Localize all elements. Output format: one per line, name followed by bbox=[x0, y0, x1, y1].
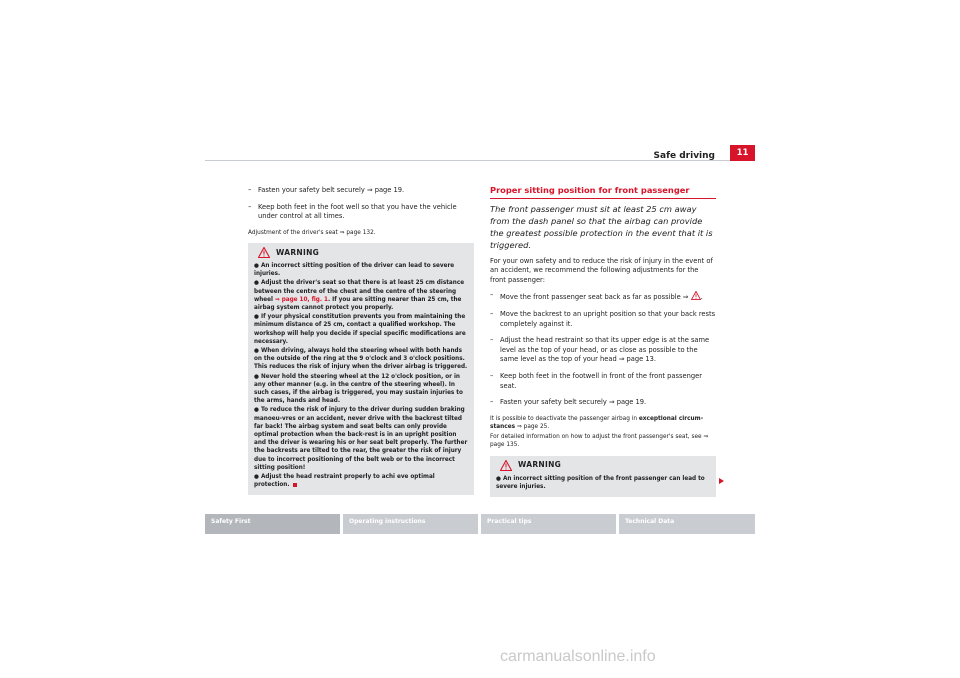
warning-triangle-icon bbox=[500, 460, 512, 471]
continue-arrow-icon bbox=[719, 478, 724, 484]
step-dash: – bbox=[490, 309, 494, 318]
right-step bbox=[490, 398, 716, 408]
warning-header bbox=[258, 247, 468, 258]
right-step bbox=[490, 372, 716, 391]
page-link[interactable]: ⇒ page 10, fig. 1 bbox=[274, 296, 328, 303]
step-text: Fasten your safety belt securely ⇒ page 19. bbox=[500, 398, 647, 407]
footer-tab-operating-instructions[interactable]: Operating instructions bbox=[343, 514, 478, 534]
step-dash: – bbox=[490, 398, 494, 407]
seat-adjust-note: Adjustment of the driver's seat ⇒ page 132. bbox=[248, 229, 376, 236]
warning-header bbox=[500, 460, 710, 471]
step-text: Move the backrest to an upright position so that your back rests completely against it. bbox=[500, 309, 716, 328]
intro-paragraph: For your own safety and to reduce the risk of injury in the event of an accident, we recommend the following adjustments for the front passenger: bbox=[490, 256, 713, 284]
left-column bbox=[248, 186, 474, 495]
left-step bbox=[248, 203, 474, 222]
step-dash: – bbox=[490, 291, 494, 300]
section-end-marker bbox=[293, 483, 297, 487]
warning-label: WARNING bbox=[276, 247, 320, 257]
step-text: Move the front passenger seat back as far as possible ⇒ bbox=[500, 293, 689, 302]
right-step bbox=[490, 310, 716, 329]
right-step: – Move the front passenger seat back as far as possible ⇒ . bbox=[490, 291, 703, 302]
warning-triangle-icon bbox=[258, 247, 270, 258]
section-title-rule bbox=[490, 198, 716, 199]
warning-item: ● When driving, always hold the steering wheel with both hands on the outside of the ring at the 9 o'clock and 3 o'clock positions. This reduces the risk of injury when the driver airbag is triggered. bbox=[254, 348, 468, 371]
warning-item: ● An incorrect sitting position of the front passenger can lead to severe injuries. bbox=[496, 475, 705, 490]
warning-item: ● Adjust the head restraint properly to achi eve optimal protection. bbox=[254, 474, 435, 489]
footer-tab-safety-first[interactable]: Safety First bbox=[205, 514, 340, 534]
warning-item: ● If your physical constitution prevents you from maintaining the minimum distance of 25 cm, contact a qualified workshop. The workshop will help you decide if special specific modifications are necessary. bbox=[254, 314, 466, 345]
warning-item: ● Adjust the driver's seat so that there is at least 25 cm distance between the centre of the chest and the centre of the steering wheel ⇒ page 10, fig. 1. If you are sitting nearer than 25 cm, the airbag system cannot protect you properly. bbox=[254, 280, 465, 311]
step-text: Keep both feet in the foot well so that you have the vehicle under control at all times. bbox=[258, 202, 457, 221]
warning-triangle-icon bbox=[691, 291, 701, 300]
right-step bbox=[490, 336, 716, 365]
footer-tab-practical-tips[interactable]: Practical tips bbox=[481, 514, 616, 534]
passenger-seat-note: For detailed information on how to adjust the front passenger's seat, see ⇒ page 135. bbox=[490, 434, 709, 449]
step-text: Keep both feet in the footwell in front of the front passenger seat. bbox=[500, 371, 702, 390]
page-number: 11 bbox=[730, 145, 755, 161]
section-title: Proper sitting position for front passenger bbox=[490, 185, 690, 195]
section-intro: The front passenger must sit at least 25 cm away from the dash panel so that the airbag can provide the greatest possible protection in the event that it is triggered. bbox=[490, 203, 713, 250]
warning-label: WARNING bbox=[518, 460, 562, 470]
driver-warning-box bbox=[248, 243, 474, 495]
step-text: Fasten your safety belt securely ⇒ page 19. bbox=[258, 186, 405, 194]
passenger-warning-box bbox=[490, 456, 716, 497]
warning-item: ● Never hold the steering wheel at the 12 o'clock position, or in any other manner (e.g. in the centre of the steering wheel). In such cases, if the airbag is triggered, you may sustain injuries to the arms, hands and head. bbox=[254, 373, 463, 405]
step-text: Adjust the head restraint so that its upper edge is at the same level as the top of your head, or as close as possible to the same level as the top of your head ⇒ page 13. bbox=[500, 336, 710, 364]
step-dash: – bbox=[248, 202, 252, 211]
footer-tab-technical-data[interactable]: Technical Data bbox=[619, 514, 755, 534]
right-column bbox=[490, 186, 716, 497]
warning-item: ● An incorrect sitting position of the driver can lead to severe injuries. bbox=[254, 262, 455, 278]
left-step bbox=[248, 186, 474, 196]
step-dash: – bbox=[490, 336, 494, 345]
step-dash: – bbox=[248, 186, 252, 194]
airbag-deactivate-note: It is possible to deactivate the passenger airbag in exceptional circum-stances ⇒ page 25. bbox=[490, 415, 704, 430]
page-header-title: Safe driving bbox=[653, 151, 715, 161]
warning-item: ● To reduce the risk of injury to the driver during sudden braking manoeu-vres or an accident, never drive with the backrest tilted far back! The airbag system and seat belts can only provide optimal protection when the back-rest is in an upright position and the driver is wearing his or her seat belt properly. The further the backrests are tilted to the rear, the greater the risk of injury due to incorrect positioning of the belt web or to the incorrect sitting position! bbox=[254, 407, 468, 471]
step-dash: – bbox=[490, 371, 494, 380]
watermark: carmanualsonline.info bbox=[500, 648, 656, 665]
